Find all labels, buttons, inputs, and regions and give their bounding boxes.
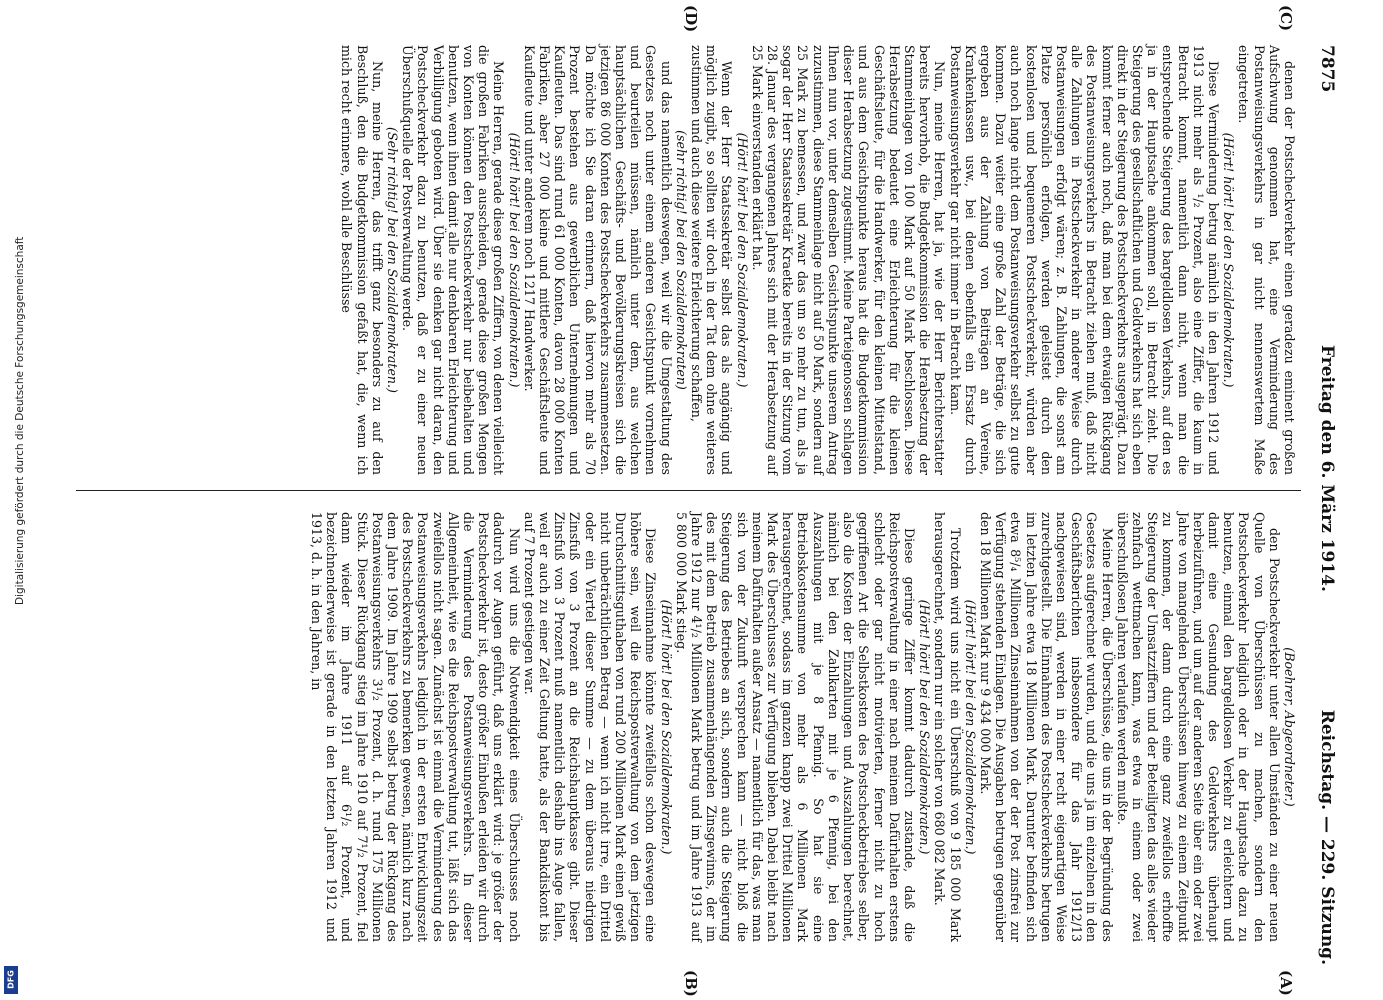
interjection: (Hört! hört! bei den Sozialdemokraten.) xyxy=(506,132,522,388)
session-date: Freitag den 6. März 1914. xyxy=(1317,345,1337,592)
paragraph: denen der Postscheckverkehr einen geradezu eminent großen Aufschwung genommen hat, eine Verminderung des Postanweisungsverkehrs in gar nicht nennenswertem Maße eingetreten. xyxy=(1236,45,1297,475)
margin-mark-c: (C) xyxy=(1277,5,1295,32)
interjection: (Hört! hört! bei den Sozialdemokraten.) xyxy=(734,132,750,388)
paragraph: und das namentlich deswegen, weil wir die Umgestaltung des Gesetzes noch unter einem anderen Gesichtspunkt vornehmen und beurteilen müssen, nämlich unter dem, aus welchen hauptsächlichen Geschäfts- und Bevölkerungskreisen sich die jetzigen 86 000 Konten des Postscheckverkehrs zusammensetzen. Da möchte ich Sie daran erinnern, daß hiervon mehr als 70 Prozent bestehen aus gewerblichen Unternehmungen und Kaufleuten. Das sind rund 61 000 Konten, davon 28 000 Konten Fabriken, aber 27 000 kleine und mittlere Geschäftsleute und Kaufleute und unter anderem noch 1217 Handwerker. xyxy=(521,45,674,475)
page-number: 7875 xyxy=(1317,45,1337,93)
interjection: (Hört! hört! bei den Sozialdemokraten.) xyxy=(1221,132,1237,388)
paragraph: den Postscheckverkehr unter allen Umständen zu einer neuen Quelle von Überschüssen zu machen, sondern den Postscheckverkehr lediglich oder in der Hauptsache dazu zu benutzen, einmal den bargeldlosen Verkehr zu erleichtern und damit eine Gesundung des Geldverkehrs überhaupt herbeizuführen, und um auf der anderen Seite über ein oder zwei Jahre von mangelnden Überschüssen hinweg zu einem Zeitpunkt zu kommen, der dann durch eine ganz zweifellos erhoffte Steigerung der Umsatzziffern und der Beteiligten das alles wieder zehnfach wettmachen kann, was etwa in einem oder zwei überschußlosen Jahren verlaufen werden mußte. xyxy=(1114,512,1282,942)
interjection: (Hört! hört! bei den Sozialdemokraten.) xyxy=(917,599,933,855)
paragraph: Wenn der Herr Staatssekretär selbst das als angängig und möglich zugibt, so sollten wir doch in der Tat dem ohne weiteres zustimmen und auch diese weitere Erleichterung schaffen, xyxy=(689,45,735,475)
paragraph: Meine Herren, gerade diese großen Ziffern, von denen vielleicht die großen Fabriken ausscheiden, gerade diese großen Mengen von Konten können den Postscheckverkehr nur beibehalten und benutzen, wenn ihnen damit alle nur denkbaren Erleichterung und Verbilligung geboten wird. Über sie denken gar nicht daran, den Postscheckverkehr dazu zu benutzen, daß er zu einer neuen Überschußquelle der Postverwaltung werde. xyxy=(400,45,507,475)
rotated-page xyxy=(55,0,1345,1000)
column-right-text xyxy=(339,45,1297,475)
column-divider xyxy=(76,490,1301,491)
paragraph: Diese Zinseinnahme könnte zweifellos schon deswegen eine höhere sein, weil die Reichspostverwaltung von dem jetzigen Durchschnittsguthaben von rund 200 Millionen Mark einen gewiß nicht unbeträchtlichen Betrag — wenn ich nicht irre, ein Drittel oder ein Viertel dieser Summe — zu dem überaus niedrigen Zinsfuß von 3 Prozent an die Reichshauptkasse gibt. Dieser Zinsfuß von 3 Prozent muß namentlich deshalb ins Auge fallen, weil er auch zu einer Zeit Geltung hatte, als der Bankdiskont bis auf 7 Prozent gestiegen war. xyxy=(521,512,659,942)
interjection: (sehr richtig! bei den Sozialdemokraten) xyxy=(673,130,689,390)
interjection: (Hört! hört! bei den Sozialdemokraten.) xyxy=(962,599,978,855)
paragraph: Diese Verminderung betrug nämlich in den Jahren 1912 und 1913 nicht mehr als ¹/₂ Prozent, also eine Ziffer, die kaum in Betracht kommt, namentlich dann nicht, wenn man die entsprechende Steigerung des bargeldlosen Verkehrs, auf den es ja in der Hauptsache ankommen soll, in Betracht zieht. Die Steigerung des gesellschaftlichen und Geldverkehrs hat sich eben direkt in der Steigerung des Postscheckverkehrs ausgeprägt. Dazu kommt ferner auch noch, daß man bei dem etwaigen Rückgang des Postanweisungsverkehrs in Betracht ziehen muß, daß nicht alle Zahlungen in Postscheckverkehr in anderer Weise durch Postanweisungen erfolgt wären; z. B. Zahlungen, die sonst am Platze persönlich erfolgen, werden geleistet durch den kostenlosen und bequemeren Postscheckverkehr, würden aber auch noch lange nicht dem Postanweisungsverkehr selbst zu gute kommen. Dazu weiter eine große Zahl der Beträge, die sich ergeben aus der Zahlung von Beiträgen an Vereine, Krankenkassen usw., bei denen ebenfalls ein Ersatz durch Postanweisungsverkehr gar nicht immer in Betracht kam. xyxy=(947,45,1221,475)
margin-mark-b: (B) xyxy=(682,970,700,997)
margin-mark-d: (D) xyxy=(682,5,700,33)
digitization-note: Digitalisierung gefördert durch die Deutsche Forschungsgemeinschaft xyxy=(14,236,26,605)
paragraph: Trotzdem wird uns nicht ein Überschuß von 9 185 000 Mark herausgerechnet, sondern nur ein solcher von 680 082 Mark. xyxy=(932,512,963,942)
interjection: (Hört! hört! bei den Sozialdemokraten.) xyxy=(658,599,674,855)
session-title: Reichstag. — 229. Sitzung. xyxy=(1317,709,1337,965)
interjection: (Boehrer, Abgeordneter.) xyxy=(1282,647,1297,807)
dfg-logo: DFG xyxy=(4,966,18,994)
paragraph: Diese geringe Ziffer kommt dadurch zustande, daß die Reichspostverwaltung in einer nach meinem Dafürhalten erstens schlecht oder gar nicht motivierten, ferner nicht zu hoch gegriffenen Art die Selbstkosten des Postscheckbetriebes selber, also die Kosten der Einzahlungen und Auszahlungen berechnet, nämlich bei den Zahlkarten mit je 6 Pfennig, bei den Auszahlungen mit je 8 Pfennig. So hat sie eine Betriebskostensumme von mehr als 6 Millionen Mark herausgerechnet, sodass im ganzen knapp zwei Drittel Millionen Mark des Überschusses zur Verfügung blieben. Dabei bleibt nach meinem Dafürhalten außer Ansatz — namentlich für das, was man sich von der Zukunft versprechen kann — nicht bloß die Steigerung des Betriebes an sich, sondern auch die Steigerung des mit dem Betrieb zusammenhängenden Zinsgewinns, der im Jahre 1912 nur 4¹/₂ Millionen Mark betrug und im Jahre 1913 auf 5 800 000 Mark stieg. xyxy=(673,512,917,942)
margin-mark-a: (A) xyxy=(1277,970,1295,996)
paragraph: Meine Herren, die Überschüsse, die uns in der Begründung des Gesetzes aufgerechnet wurden, und die uns ja im einzelnen in den Geschäftsberichten insbesondere für das Jahr 1912/13 nachgewiesen sind, werden in einer recht eigenartigen Weise zurechtgestellt. Die Einnahmen des Postscheckverkehrs betrugen im letzten Jahre etwa 18 Millionen Mark. Darunter befinden sich etwa 8⁵/₄ Millionen Zinseinnahmen von der der Post zinsfrei zur Verfügung stehenden Einlagen. Die Ausgaben betrugen gegenüber den 18 Millionen Mark nur 9 434 000 Mark. xyxy=(977,512,1115,942)
interjection: (Sehr richtig! bei den Sozialdemokraten.) xyxy=(385,127,401,393)
paragraph: Nun wird uns die Notwendigkeit eines Überschusses noch dadurch vor Augen geführt, daß uns erklärt wird: je größer der Postscheckverkehr ist, desto größer Einbußen erleiden wir durch die Verminderung des Postanweisungsverkehrs. In dieser Allgemeinheit, wie es die Reichspostverwaltung tut, läßt sich das zweifellos nicht sagen. Zunächst ist einmal die Verminderung des Postanweisungsverkehrs lediglich in der ersten Entwicklungszeit des Postscheckverkehrs zu bemerken gewesen, nämlich kurz nach dem Jahre 1909. Im Jahre 1909 selbst betrug der Rückgang des Postanweisungsverkehrs 3¹/₂ Prozent, d. h. rund 175 Millionen Stück. Dieser Rückgang stieg im Jahre 1910 auf 7¹/₂ Prozent, fiel dann wieder im Jahre 1911 auf 6¹/₂ Prozent, und bezeichnenderweise ist gerade in den letzten Jahren 1912 und 1913, d. h. in den Jahren, in xyxy=(309,512,522,942)
paragraph: Nun, meine Herren, das trifft ganz besonders zu auf den Beschluß, den die Budgetkommission gefaßt hat, die, wenn ich mich recht erinnere, wohl alle Beschlüsse xyxy=(339,45,385,475)
column-left-text xyxy=(309,512,1297,942)
paragraph: Nun, meine Herren, hat ja, wie der Herr Berichterstatter bereits hervorhob, die Budgetkommission die Herabsetzung der Stammeinlagen von 100 Mark auf 50 Mark beschlossen. Diese Herabsetzung bedeutet eine Erleichterung für die kleinen Geschäftsleute, für die Handwerker, für den kleinen Mittelstand, und aus dem Gesichtspunkte heraus hat die Budgetkommission dieser Herabsetzung zugestimmt. Meine Parteigenossen schlagen Ihnen nun vor, unter demselben Gesichtspunkte unserem Antrag zuzustimmen, diese Stammeinlage nicht auf 50 Mark, sondern auf 25 Mark zu bemessen, und zwar das um so mehr zu tun, als ja sogar der Herr Staatssekretär Kraetke bereits in der Sitzung vom 28. Januar des vergangenen Jahres sich mit der Herabsetzung auf 25 Mark einverstanden erklärt hat. xyxy=(749,45,948,475)
running-head xyxy=(1307,45,1337,965)
